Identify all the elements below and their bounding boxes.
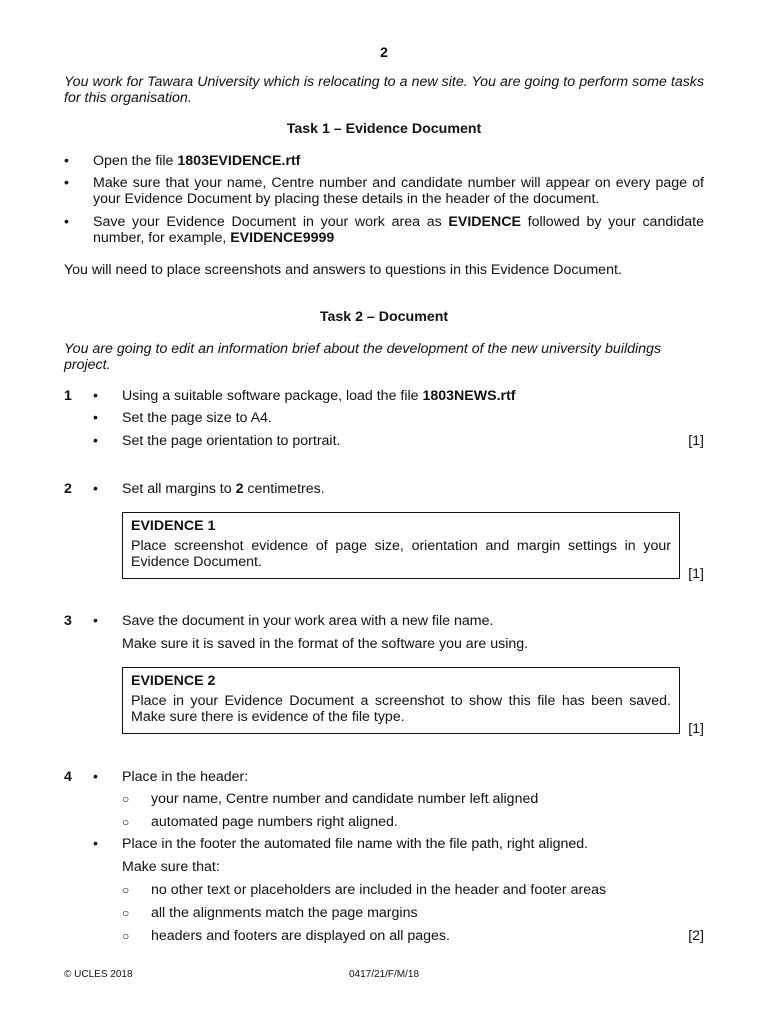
question-4-number: 4 — [64, 769, 72, 785]
evidence-1-title: EVIDENCE 1 — [131, 518, 216, 534]
task2-intro: You are going to edit an information brief about the development of the new university buildings project. — [64, 341, 662, 373]
evidence-2-text: Place in your Evidence Document a screenshot to show this file has been saved. Make sure there is evidence of the file type. — [131, 693, 671, 725]
q1-bullet-2: Set the page size to A4. — [122, 410, 272, 426]
bullet-marker: • — [93, 769, 98, 785]
footer-code: 0417/21/F/M/18 — [348, 969, 420, 980]
q1-bullet-1: Using a suitable software package, load the file 1803NEWS.rtf — [122, 388, 516, 404]
intro-text: You work for Tawara University which is relocating to a new site. You are going to perform some tasks for this organisation. — [64, 74, 704, 106]
bullet-marker: • — [64, 175, 69, 191]
evidence-1-text: Place screenshot evidence of page size, orientation and margin settings in your Evidence Document. — [131, 538, 671, 570]
task1-bullet-2: Make sure that your name, Centre number and candidate number will appear on every page of your Evidence Document by placing these details in the header of the document. — [93, 175, 704, 207]
q4-sub-3: no other text or placeholders are included in the header and footer areas — [151, 882, 607, 898]
sub-bullet-marker: ○ — [122, 883, 130, 897]
task1-bullet-1: Open the file 1803EVIDENCE.rtf — [93, 153, 301, 169]
footer-copyright: © UCLES 2018 — [64, 969, 133, 980]
task1-closing: You will need to place screenshots and answers to questions in this Evidence Document. — [64, 262, 622, 278]
sub-bullet-marker: ○ — [122, 906, 130, 920]
page-number: 2 — [380, 44, 388, 60]
sub-bullet-marker: ○ — [122, 929, 130, 943]
task1-bullet-3: Save your Evidence Document in your work area as EVIDENCE followed by your candidate number, for example, EVIDENCE9999 — [93, 214, 704, 246]
evidence-1-box — [122, 512, 680, 579]
bullet-marker: • — [64, 214, 69, 230]
task2-heading: Task 2 – Document — [319, 309, 449, 325]
bullet-marker: • — [93, 433, 98, 449]
q1-mark: [1] — [688, 433, 704, 449]
question-1-number: 1 — [64, 388, 72, 404]
q4-sub-2: automated page numbers right aligned. — [151, 814, 398, 830]
task1-heading: Task 1 – Evidence Document — [286, 121, 482, 137]
bullet-marker: • — [93, 613, 98, 629]
bullet-marker: • — [93, 388, 98, 404]
q4-bullet-2: Place in the footer the automated file name with the file path, right aligned. — [122, 836, 589, 852]
q2-mark: [1] — [688, 566, 704, 582]
q1-bullet-3: Set the page orientation to portrait. — [122, 433, 341, 449]
q3-mark: [1] — [688, 721, 704, 737]
sub-bullet-marker: ○ — [122, 815, 130, 829]
q2-bullet-1: Set all margins to 2 centimetres. — [122, 481, 325, 497]
evidence-2-title: EVIDENCE 2 — [131, 673, 216, 689]
bullet-marker: • — [93, 410, 98, 426]
q4-bullet-1: Place in the header: — [122, 769, 249, 785]
question-3-number: 3 — [64, 613, 72, 629]
question-2-number: 2 — [64, 481, 72, 497]
q4-sub-1: your name, Centre number and candidate number left aligned — [151, 791, 539, 807]
evidence-2-box — [122, 667, 680, 734]
q4-sub-5: headers and footers are displayed on all pages. — [151, 928, 450, 944]
bullet-marker: • — [64, 153, 69, 169]
q4-mark: [2] — [688, 928, 704, 944]
q3-line-2: Make sure it is saved in the format of the software you are using. — [122, 636, 529, 652]
q4-sub-4: all the alignments match the page margins — [151, 905, 418, 921]
sub-bullet-marker: ○ — [122, 792, 130, 806]
q3-bullet-1: Save the document in your work area with a new file name. — [122, 613, 494, 629]
bullet-marker: • — [93, 481, 98, 497]
bullet-marker: • — [93, 836, 98, 852]
q4-line-3: Make sure that: — [122, 859, 220, 875]
